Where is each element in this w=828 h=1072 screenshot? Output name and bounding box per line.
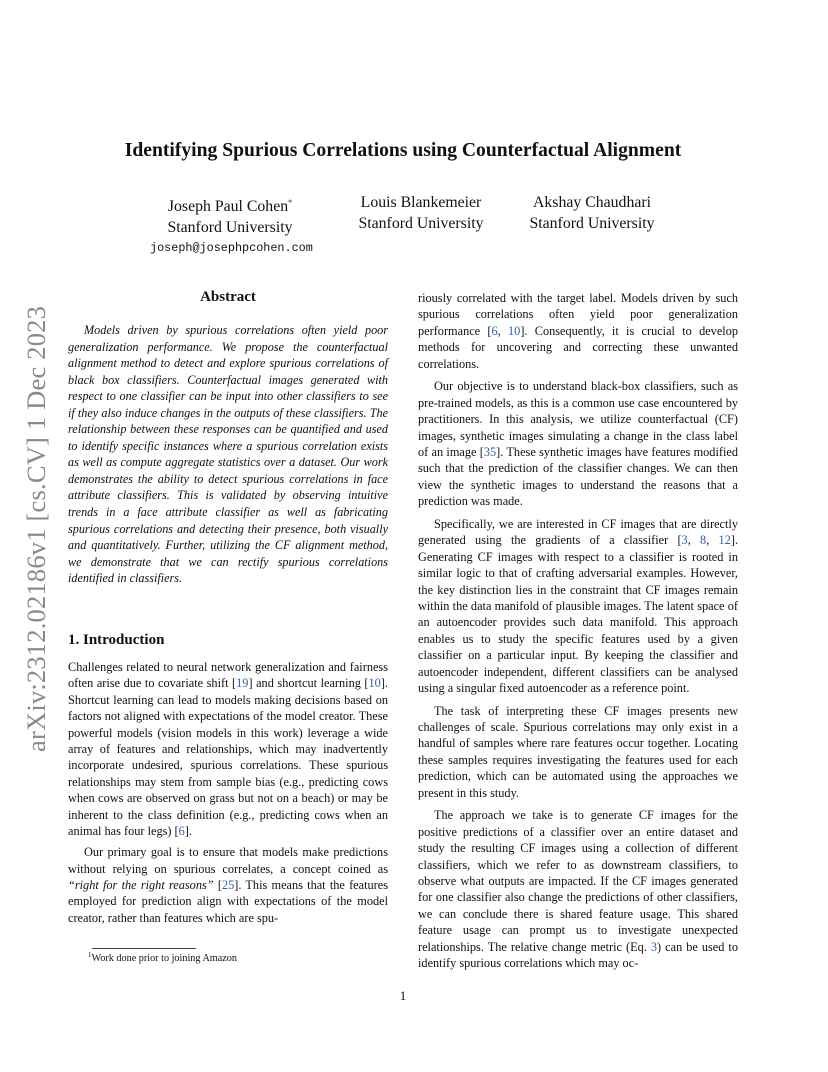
- section-heading-introduction: 1. Introduction: [68, 632, 165, 648]
- citation-link[interactable]: 25: [221, 877, 235, 892]
- author-2-affiliation: Stanford University: [358, 215, 484, 232]
- citation-link[interactable]: 10: [508, 323, 521, 338]
- page-number: 1: [399, 988, 407, 1003]
- abstract-heading: Abstract: [200, 289, 256, 305]
- intro-paragraph-4: Our objective is to understand black-box classifiers, such as pre-trained models, as this is a common use case encountered by practitioners. In this analysis, we utilize counterfactual (CF) images, synthetic images simulating a change in the class label of an image [35]. These synthetic images have features modified such that the prediction of the classifier changes. We can then view the synthetic images to understand the reasons that a prediction was made.: [418, 379, 738, 509]
- intro-paragraph-6: The task of interpreting these CF images presents new challenges of scale. Spurious correlations may only exist in a handful of samples where rare features occur together. Locating these samples requires investigating the features used for each prediction, which can be automated using the approaches we present in this study.: [418, 703, 738, 800]
- citation-link[interactable]: 3: [681, 533, 688, 548]
- citation-link[interactable]: 35: [483, 444, 497, 459]
- paper-title: Identifying Spurious Correlations using Counterfactual Alignment: [124, 140, 682, 161]
- citation-link[interactable]: 6: [178, 824, 185, 839]
- author-1-name: Joseph Paul Cohen*: [167, 198, 293, 215]
- right-column-body: [418, 290, 738, 971]
- author-3: [517, 192, 667, 234]
- intro-paragraph-7: The approach we take is to generate CF images for the positive predictions of a classifier over an entire dataset and study the resulting CF images using a collection of different classifiers, which we refer to as downstream classifiers, to observe what outputs are impacted. If the CF images generated for one classifier also change the predictions of other classifiers, we can conclude there is shared feature usage. This shared feature usage can prompt us to investigate unexpected relationships. The relative change metric (Eq. 3) can be used to identify spurious correlations which may oc-: [418, 808, 738, 971]
- intro-paragraph-5: Specifically, we are interested in CF images that are directly generated using the gradients of a classifier [3, 8, 12]. Generating CF images with respect to a classifier is rooted in similar logic to that of crafting adversarial examples. However, the key distinction lies in the constraint that CF images remain within the data manifold of plausible images. The latent space of an autoencoder provides such data manifold. This approach enables us to study the specific features used by a given classifier on a particular input. By keeping the classifier and autoencoder independent, different classifiers can be analysed using a singular fixed autoencoder as a reference point.: [418, 516, 739, 695]
- author-2: [346, 192, 496, 234]
- citation-link[interactable]: 6: [491, 323, 498, 338]
- intro-paragraph-3: riously correlated with the target label. Models driven by such spurious correlations often yield poor generalization performance [6, 10]. Consequently, it is crucial to develop methods for uncovering and correcting these unwanted correlations.: [418, 291, 739, 371]
- author-1-footnote-mark: *: [288, 198, 293, 207]
- footnote: $^1$Work done prior to joining Amazon: [88, 951, 237, 964]
- citation-link[interactable]: 8: [700, 533, 707, 548]
- author-3-name: Akshay Chaudhari: [532, 194, 651, 211]
- footnote-rule: [92, 948, 196, 949]
- citation-link[interactable]: 19: [236, 676, 249, 691]
- author-1: [150, 192, 313, 258]
- author-2-name: Louis Blankemeier: [360, 194, 482, 211]
- arxiv-stamp: arXiv:2312.02186v1 [cs.CV] 1 Dec 2023: [21, 305, 51, 752]
- intro-paragraph-2: Our primary goal is to ensure that models make predictions without relying on spurious correlates, a concept coined as “right for the right reasons” [25]. This means that the features employed for prediction align with expectations of the model creator, rather than features which are spu-: [68, 845, 388, 925]
- intro-paragraph-1: Challenges related to neural network generalization and fairness often arise due to covariate shift [19] and shortcut learning [10]. Shortcut learning can lead to models making decisions based on factors not aligned with expectations of the model creator. These powerful models (vision models in this work) leverage a wide array of features and relationships, which may inadvertently incorporate undesired, spurious correlations. These spurious relationships may stem from sample bias (e.g., predicting cows when cows are observed on grass but not on a beach) or may be inherent to the class definition (e.g., predicting cows when an animal has four legs) [6].: [68, 660, 388, 839]
- author-3-affiliation: Stanford University: [529, 215, 655, 232]
- left-column-body: [68, 659, 388, 926]
- author-1-email[interactable]: joseph@josephpcohen.com: [150, 241, 313, 255]
- author-1-affiliation: Stanford University: [167, 219, 293, 236]
- citation-link[interactable]: 12: [718, 533, 731, 548]
- equation-link[interactable]: 3: [650, 939, 658, 954]
- abstract-text: Models driven by spurious correlations often yield poor generalization performance. We propose the counterfactual alignment method to detect and explore spurious correlations of black box classifiers. Counterfactual images generated with respect to one classifier can be input into other classifiers to see if they also induce changes in the outputs of these classifiers. The relationship between these responses can be quantified and used to identify specific instances where a spurious correlation exists as well as compute aggregate statistics over a dataset. Our work demonstrates the ability to detect spurious correlations in face attribute classifiers. This is validated by observing intuitive trends in a face attribute classifier as well as fabricating spurious correlations and detecting their presence, both visually and quantitatively. Further, utilizing the CF alignment method, we demonstrate that we can rectify spurious correlations identified in classifiers.: [68, 323, 388, 586]
- citation-link[interactable]: 10: [368, 676, 381, 691]
